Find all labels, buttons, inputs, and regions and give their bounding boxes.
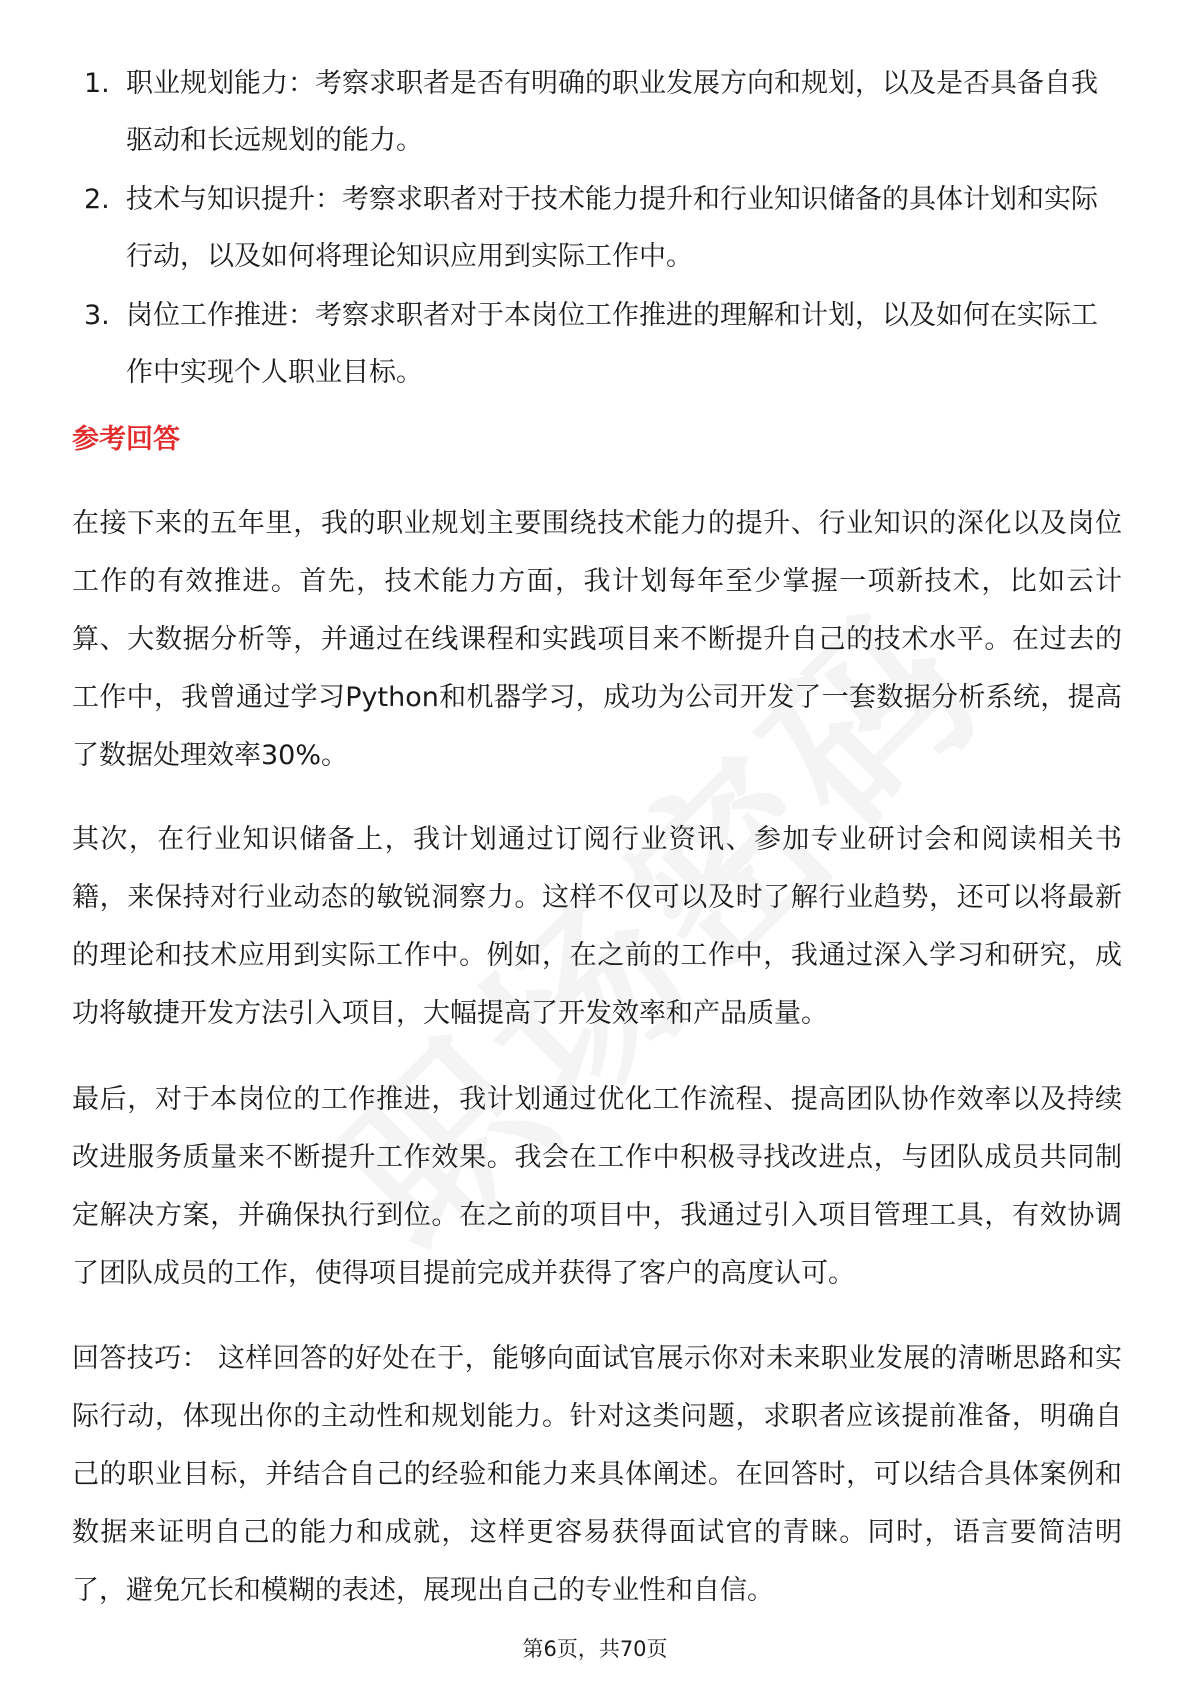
page-number: 第6页，共70页 (522, 1637, 668, 1661)
section-title: 参考回答 (72, 424, 180, 455)
criteria-list (84, 55, 1124, 403)
criteria-number: 3. (84, 300, 110, 331)
answer-paragraph: 在接下来的五年里，我的职业规划主要围绕技术能力的提升、行业知识的深化以及岗位工作的有效推进。首先，技术能力方面，我计划每年至少掌握一项新技术，比如云计算、大数据分析等，并通过在线课程和实践项目来不断提升自己的技术水平。在过去的工作中，我曾通过学习Python和机器学习，成功为公司开发了一套数据分析系统，提高了数据处理效率30%。 (72, 508, 1122, 771)
criteria-text: 技术与知识提升：考察求职者对于技术能力提升和行业知识储备的具体计划和实际行动，以及如何将理论知识应用到实际工作中。 (126, 184, 1098, 272)
criteria-text: 职业规划能力：考察求职者是否有明确的职业发展方向和规划，以及是否具备自我驱动和长远规划的能力。 (126, 68, 1098, 156)
answer-tips-paragraph: 回答技巧： 这样回答的好处在于，能够向面试官展示你对未来职业发展的清晰思路和实际行动，体现出你的主动性和规划能力。针对这类问题，求职者应该提前准备，明确自己的职业目标，并结合自己的经验和能力来具体阐述。在回答时，可以结合具体案例和数据来证明自己的能力和成就，这样更容易获得面试官的青睐。同时，语言要简洁明了，避免冗长和模糊的表述，展现出自己的专业性和自信。 (72, 1343, 1122, 1606)
criteria-item (84, 55, 1124, 169)
criteria-item (84, 171, 1124, 285)
criteria-number: 2. (84, 184, 110, 215)
criteria-number: 1. (84, 68, 110, 99)
answer-paragraph: 最后，对于本岗位的工作推进，我计划通过优化工作流程、提高团队协作效率以及持续改进服务质量来不断提升工作效果。我会在工作中积极寻找改进点，与团队成员共同制定解决方案，并确保执行到位。在之前的项目中，我通过引入项目管理工具，有效协调了团队成员的工作，使得项目提前完成并获得了客户的高度认可。 (72, 1084, 1122, 1289)
criteria-item (84, 287, 1124, 401)
answer-paragraph: 其次，在行业知识储备上，我计划通过订阅行业资讯、参加专业研讨会和阅读相关书籍，来保持对行业动态的敏锐洞察力。这样不仅可以及时了解行业趋势，还可以将最新的理论和技术应用到实际工作中。例如，在之前的工作中，我通过深入学习和研究，成功将敏捷开发方法引入项目，大幅提高了开发效率和产品质量。 (72, 824, 1122, 1029)
criteria-text: 岗位工作推进：考察求职者对于本岗位工作推进的理解和计划，以及如何在实际工作中实现个人职业目标。 (126, 300, 1098, 388)
